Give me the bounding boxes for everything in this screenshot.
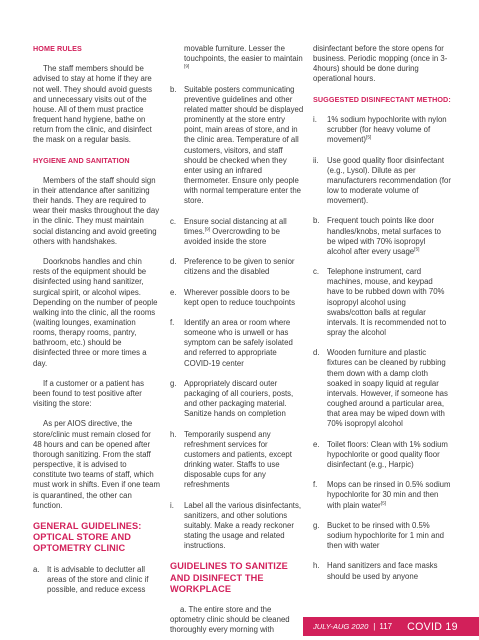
list-item xyxy=(313,521,451,551)
list-item xyxy=(313,348,451,429)
list-marker: h. xyxy=(170,429,177,439)
list-item-text: Temporarily suspend any refreshment services for customers and patients, except drinking water. Staffs to use disposable cups for any refreshments xyxy=(184,429,292,490)
list-item xyxy=(170,501,305,552)
list-marker: e. xyxy=(313,439,320,449)
hygiene-paragraph-4: As per AIOS directive, the store/clinic must remain closed for 48 hours and can be opened after thorough sanitizing. From the staff perspective, it is advised to constitute two teams of staff, which must work in shifts. Even if one team is quarantined, the other can function. xyxy=(33,419,160,510)
list-item-text: It is advisable to declutter all areas of the store and clinic if possible, and reduce excess xyxy=(47,564,149,594)
section-topic: COVID 19 xyxy=(407,620,458,633)
list-item-text: Label all the various disinfectants, sanitizers, and other solutions suitably. Make a ready reckoner stating the usage and related instructions. xyxy=(184,500,302,551)
list-item-text: Bucket to be rinsed with 0.5% sodium hypochlorite for 1 min and then with water xyxy=(327,520,445,551)
list-marker: h. xyxy=(313,561,320,571)
list-item-text: Wherever possible doors to be kept open to reduce touchpoints xyxy=(184,287,295,307)
column-2 xyxy=(170,44,305,636)
list-item-body xyxy=(327,216,451,257)
list-item-body xyxy=(184,257,305,277)
list-item xyxy=(313,440,451,470)
list-marker: b. xyxy=(170,84,177,94)
list-item-text: Telephone instrument, card machines, mouse, and keypad have to be rubbed down with 70% isopropyl alcohol using swabs/cotton balls at regular intervals. It is recommended not to spray the alcohol xyxy=(327,267,447,338)
list-marker: a. xyxy=(33,564,40,574)
continuation-text: movable furniture. Lesser the touchpoints, the easier to maintain xyxy=(184,44,303,64)
continuation-paragraph: disinfectant before the store opens for business. Periodic mopping (once in 3-4hours) should be done during operational hours. xyxy=(313,44,448,84)
list-item-body xyxy=(327,115,451,145)
list-item xyxy=(313,267,451,338)
list-item-body xyxy=(184,501,305,552)
roman-list xyxy=(313,115,451,206)
list-marker: f. xyxy=(313,480,318,490)
footer-bar xyxy=(303,617,479,636)
list-marker: f. xyxy=(170,317,175,327)
list-item-body xyxy=(327,480,451,510)
list-marker: c. xyxy=(170,216,177,226)
list-marker: i. xyxy=(170,500,174,510)
column-1 xyxy=(33,44,160,595)
list-item-body xyxy=(327,440,451,470)
list-item xyxy=(313,480,451,510)
issue-date: JULY-AUG 2020 xyxy=(313,622,369,631)
list-item-body xyxy=(184,379,305,420)
list-item-text: Appropriately discard outer packaging of all couriers, posts, and other packaging material. Sanitize hands on completion xyxy=(184,378,294,419)
reference-mark: [5] xyxy=(366,135,372,141)
list-marker: g. xyxy=(313,520,320,530)
list-item xyxy=(170,318,305,369)
list-marker: d. xyxy=(313,348,320,358)
list-item-body xyxy=(184,288,305,308)
list-item xyxy=(33,565,160,595)
list-item xyxy=(170,288,305,308)
list-item-text: 1% sodium hypochlorite with nylon scrubber (for heavy volume of movement) xyxy=(327,114,447,145)
list-item-body xyxy=(327,348,451,429)
hygiene-heading: HYGIENE AND SANITATION xyxy=(33,155,130,165)
list-item xyxy=(313,561,451,581)
page-number: 117 xyxy=(379,622,393,631)
list-item-body xyxy=(184,430,305,491)
hygiene-paragraph-3: If a customer or a patient has been found to test positive after visiting the store: xyxy=(33,378,144,409)
list-item xyxy=(313,115,451,145)
list-item-text: Suitable posters communicating preventive guidelines and other related matter should be displayed prominently at the store entry point, main areas of store, and in the clinic area. Temperature of all customers, visitors, and staff should be checked when they enter using an infrared thermometer. Ensure only people with normal temperature enter the store. xyxy=(184,84,304,206)
list-item-text: Hand sanitizers and face masks should be used by anyone xyxy=(327,561,438,581)
column-3 xyxy=(313,44,451,582)
list-item-text-continued: Overcrowding to be avoided inside the store xyxy=(184,226,280,246)
list-item-text: Preference to be given to senior citizens and the disabled xyxy=(184,257,295,277)
reference-mark: [9] xyxy=(204,227,211,233)
list-marker: i. xyxy=(313,114,317,124)
list-item xyxy=(313,216,451,257)
list-item-text: Frequent touch points like door handles/knobs, metal surfaces to be wiped with 70% isopropyl alcohol after every usage xyxy=(327,216,441,256)
list-marker: b. xyxy=(313,216,320,226)
list-item xyxy=(170,379,305,420)
hygiene-paragraph-1: Members of the staff should sign in their attendance after sanitizing their hands. They are required to wear their masks throughout the day in the clinic. They must maintain social distancing and avoid greeting others with handshakes. xyxy=(33,175,160,246)
list-item xyxy=(170,85,305,207)
list-item-body xyxy=(327,267,451,338)
list-item-body xyxy=(327,156,451,207)
list-item-text: Mops can be rinsed in 0.5% sodium hypochlorite for 30 min and then with plain water xyxy=(327,480,451,510)
reference-mark: [9] xyxy=(184,64,190,70)
home-rules-heading: HOME RULES xyxy=(33,44,82,53)
list-item-text: Toilet floors: Clean with 1% sodium hypochlorite or good quality floor disinfectant (e.g., Harpic) xyxy=(327,439,448,469)
list-item-body xyxy=(327,521,451,551)
list-item xyxy=(170,257,305,277)
list-item-body xyxy=(184,85,305,207)
list-item-body xyxy=(327,561,451,581)
disinfect-list xyxy=(313,216,451,581)
list-item xyxy=(170,217,305,247)
sanitize-heading: GUIDELINES TO SANITIZE AND DISINFECT THE WORKPLACE xyxy=(170,561,288,594)
list-item-body xyxy=(184,217,305,247)
footer-separator: | xyxy=(373,622,376,631)
list-marker: ii. xyxy=(313,155,319,165)
reference-mark: [5] xyxy=(380,500,387,506)
list-item-text: Ensure social distancing at all times. xyxy=(184,216,287,236)
list-marker: e. xyxy=(170,287,177,297)
list-item-text: Use good quality floor disinfectant (e.g., Lysol). Dilute as per manufacturers recommendation (for low to moderate volume of movement). xyxy=(327,155,451,206)
list-item-continuation xyxy=(170,44,305,74)
suggested-method-heading: SUGGESTED DISINFECTANT METHOD: xyxy=(313,94,451,104)
list-marker: g. xyxy=(170,378,177,388)
list-marker: c. xyxy=(313,267,320,277)
sanitize-paragraph: a. The entire store and the optometry clinic should be cleaned thoroughly every morning with xyxy=(170,605,290,635)
reference-mark: [5] xyxy=(414,247,420,253)
general-guidelines-heading: GENERAL GUIDELINES: OPTICAL STORE AND OPTOMETRY CLINIC xyxy=(33,520,142,554)
home-rules-paragraph: The staff members should be advised to stay at home if they are not well. They should avoid guests and unnecessary visits out of the house. All of them must practice frequent hand hygiene, bathe on return from the clinic, and disinfect the mask on a regular basis. xyxy=(33,64,153,145)
list-item xyxy=(170,430,305,491)
list-item-text: Wooden furniture and plastic fixtures can be cleaned by rubbing them down with a damp cloth soaked in soapy liquid at regular intervals. However, if someone has coughed around a particular area, that area may be wiped down with 70% isopropyl alcohol xyxy=(327,348,448,429)
guidelines-list xyxy=(170,85,305,552)
list-item-body xyxy=(184,318,305,369)
hygiene-paragraph-2: Doorknobs handles and chin rests of the equipment should be disinfected using hand sanitizer, surgical spirit, or alcohol wipes. Depending on the number of people walking into the clinic, all the rooms (waiting lounges, examination rooms, therapy rooms, pantry, bathroom, etc.) should be disinfected three or more times a day. xyxy=(33,257,158,368)
list-item-text: Identify an area or room where someone who is unwell or has symptom can be safely isolated and referred to appropriate COVID-19 center xyxy=(184,317,293,368)
list-item xyxy=(313,156,451,207)
list-marker: d. xyxy=(170,257,177,267)
